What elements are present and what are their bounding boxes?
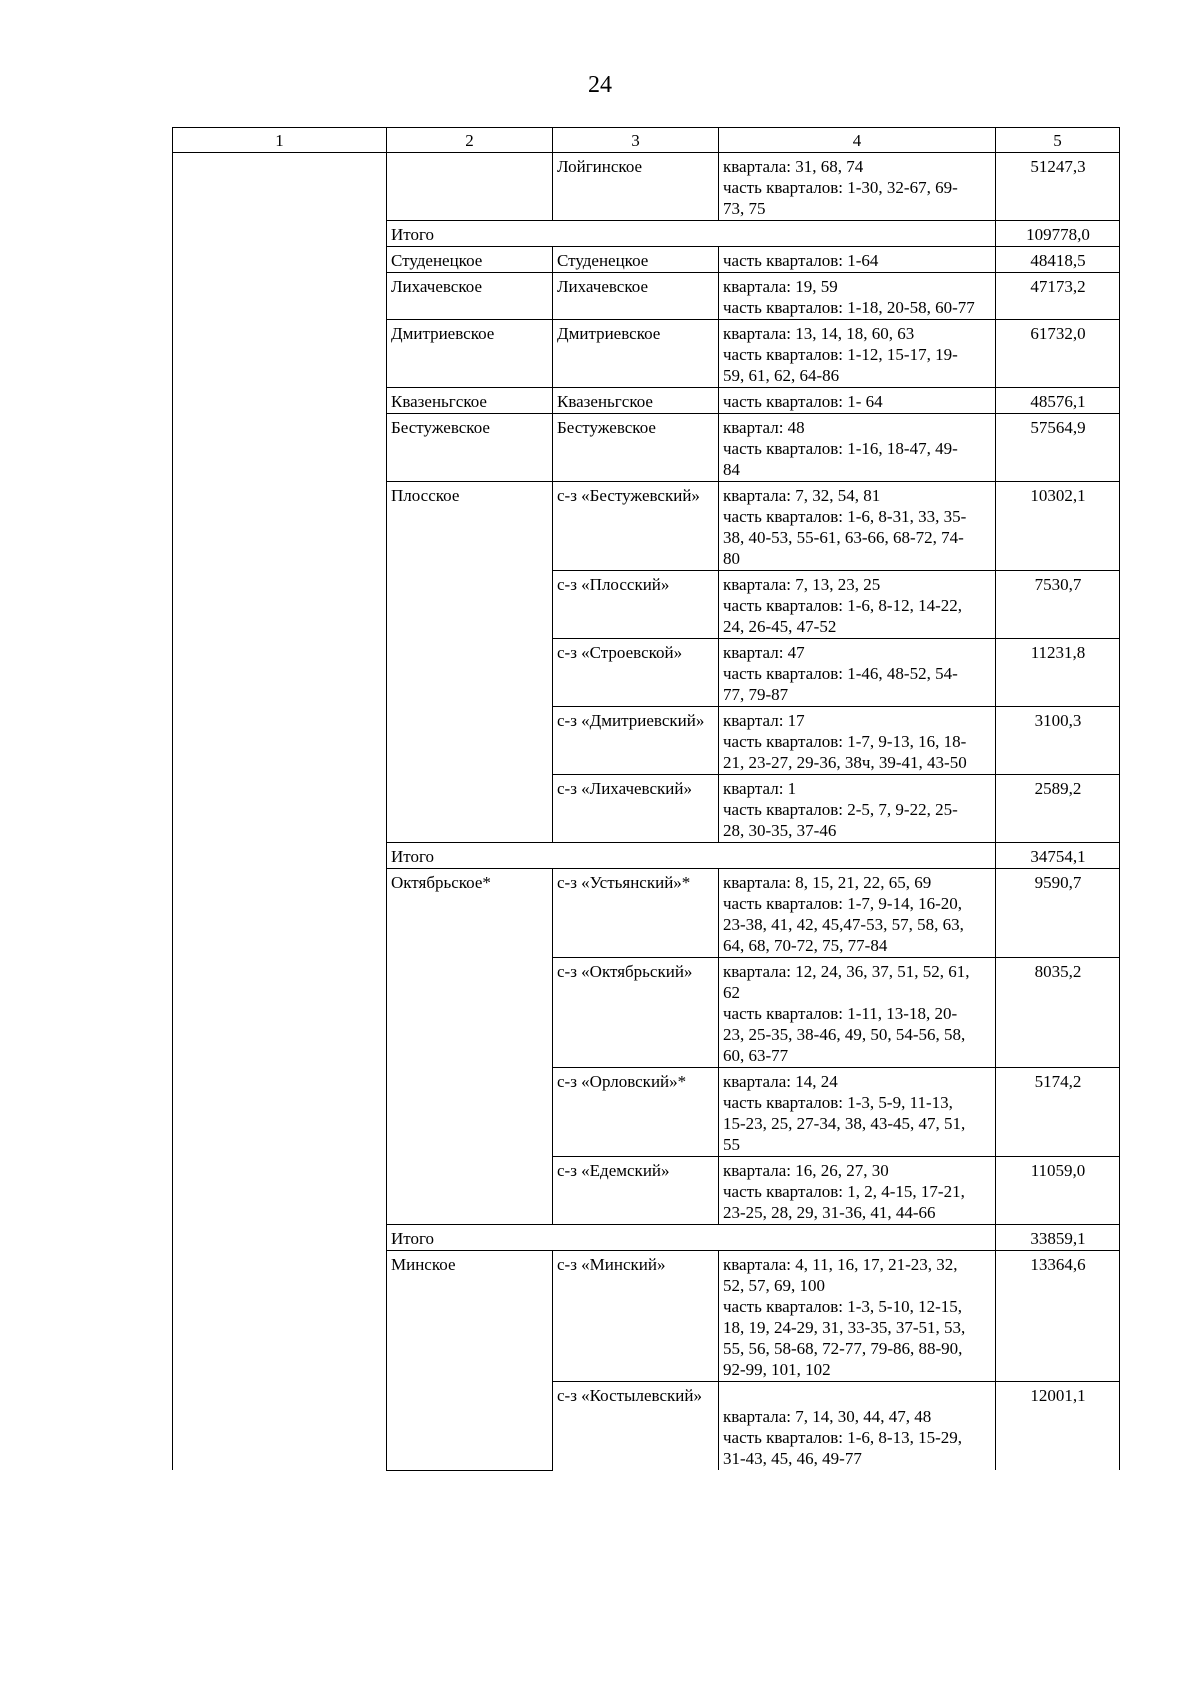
unit-cell: с-з «Дмитриевский» [553,707,719,775]
area-cell: 13364,6 [996,1251,1120,1382]
unit-cell: Дмитриевское [553,320,719,388]
unit-cell: Квазеньгское [553,388,719,414]
table-row [173,153,1120,221]
area-cell: 47173,2 [996,273,1120,320]
quarters-cell: квартал: 48 часть кварталов: 1-16, 18-47, 49- 84 [719,414,996,482]
header-cell-2: 2 [387,128,553,153]
subdistrict-cell: Дмитриевское [387,320,553,388]
quarters-cell: квартала: 7, 13, 23, 25 часть кварталов: 1-6, 8-12, 14-22, 24, 26-45, 47-52 [719,571,996,639]
unit-cell: с-з «Лихачевский» [553,775,719,843]
subdistrict-cell: Октябрьское* [387,869,553,1225]
district-cell [173,153,387,1471]
unit-cell: с-з «Октябрьский» [553,958,719,1068]
subdistrict-cell: Лихачевское [387,273,553,320]
total-area: 33859,1 [996,1225,1120,1251]
unit-cell: Бестужевское [553,414,719,482]
area-cell: 11059,0 [996,1157,1120,1225]
forest-district-table [172,127,1120,1471]
unit-cell: с-з «Плосский» [553,571,719,639]
unit-cell: с-з «Костылевский» [553,1382,719,1471]
unit-cell: с-з «Едемский» [553,1157,719,1225]
quarters-cell: квартал: 17 часть кварталов: 1-7, 9-13, 16, 18- 21, 23-27, 29-36, 38ч, 39-41, 43-50 [719,707,996,775]
total-label: Итого [387,221,996,247]
unit-cell: Студенецкое [553,247,719,273]
quarters-cell: квартала: 13, 14, 18, 60, 63 часть кварталов: 1-12, 15-17, 19- 59, 61, 62, 64-86 [719,320,996,388]
quarters-cell: часть кварталов: 1-64 [719,247,996,273]
area-cell: 7530,7 [996,571,1120,639]
area-cell: 48418,5 [996,247,1120,273]
area-cell: 11231,8 [996,639,1120,707]
unit-cell: с-з «Минский» [553,1251,719,1382]
quarters-cell: квартал: 47 часть кварталов: 1-46, 48-52, 54- 77, 79-87 [719,639,996,707]
area-cell: 61732,0 [996,320,1120,388]
subdistrict-cell: Минское [387,1251,553,1471]
quarters-cell: квартала: 19, 59 часть кварталов: 1-18, 20-58, 60-77 [719,273,996,320]
area-cell: 2589,2 [996,775,1120,843]
total-area: 34754,1 [996,843,1120,869]
subdistrict-cell: Плосское [387,482,553,843]
quarters-cell: квартала: 7, 14, 30, 44, 47, 48 часть кварталов: 1-6, 8-13, 15-29, 31-43, 45, 46, 49-77 [719,1382,996,1471]
area-cell: 51247,3 [996,153,1120,221]
area-cell: 8035,2 [996,958,1120,1068]
unit-cell: с-з «Устьянский»* [553,869,719,958]
quarters-cell: квартала: 31, 68, 74 часть кварталов: 1-30, 32-67, 69- 73, 75 [719,153,996,221]
table-header-row [173,128,1120,153]
subdistrict-cell: Квазеньгское [387,388,553,414]
quarters-cell: квартала: 14, 24 часть кварталов: 1-3, 5-9, 11-13, 15-23, 25, 27-34, 38, 43-45, 47, 51, 55 [719,1068,996,1157]
quarters-cell: часть кварталов: 1- 64 [719,388,996,414]
header-cell-3: 3 [553,128,719,153]
quarters-cell: квартала: 16, 26, 27, 30 часть кварталов: 1, 2, 4-15, 17-21, 23-25, 28, 29, 31-36, 41, 44-66 [719,1157,996,1225]
area-cell: 57564,9 [996,414,1120,482]
quarters-cell: квартала: 7, 32, 54, 81 часть кварталов: 1-6, 8-31, 33, 35- 38, 40-53, 55-61, 63-66, 68-72, 74- 80 [719,482,996,571]
unit-cell: с-з «Бестужевский» [553,482,719,571]
area-cell: 9590,7 [996,869,1120,958]
unit-cell: Лойгинское [553,153,719,221]
quarters-cell: квартал: 1 часть кварталов: 2-5, 7, 9-22, 25- 28, 30-35, 37-46 [719,775,996,843]
area-cell: 48576,1 [996,388,1120,414]
header-cell-1: 1 [173,128,387,153]
subdistrict-cell [387,153,553,221]
quarters-cell: квартала: 12, 24, 36, 37, 51, 52, 61, 62 часть кварталов: 1-11, 13-18, 20- 23, 25-35, 38-46, 49, 50, 54-56, 58, 60, 63-77 [719,958,996,1068]
total-label: Итого [387,843,996,869]
area-cell: 5174,2 [996,1068,1120,1157]
quarters-cell: квартала: 8, 15, 21, 22, 65, 69 часть кварталов: 1-7, 9-14, 16-20, 23-38, 41, 42, 45,47-53, 57, 58, 63, 64, 68, 70-72, 75, 77-84 [719,869,996,958]
area-cell: 10302,1 [996,482,1120,571]
area-cell: 12001,1 [996,1382,1120,1471]
unit-cell: Лихачевское [553,273,719,320]
page-number: 24 [588,72,612,98]
unit-cell: с-з «Строевской» [553,639,719,707]
quarters-cell: квартала: 4, 11, 16, 17, 21-23, 32, 52, 57, 69, 100 часть кварталов: 1-3, 5-10, 12-15, 18, 19, 24-29, 31, 33-35, 37-51, 53, 55, 56, 58-68, 72-77, 79-86, 88-90, 92-99, 101, 102 [719,1251,996,1382]
total-area: 109778,0 [996,221,1120,247]
header-cell-5: 5 [996,128,1120,153]
area-cell: 3100,3 [996,707,1120,775]
unit-cell: с-з «Орловский»* [553,1068,719,1157]
subdistrict-cell: Студенецкое [387,247,553,273]
subdistrict-cell: Бестужевское [387,414,553,482]
header-cell-4: 4 [719,128,996,153]
total-label: Итого [387,1225,996,1251]
